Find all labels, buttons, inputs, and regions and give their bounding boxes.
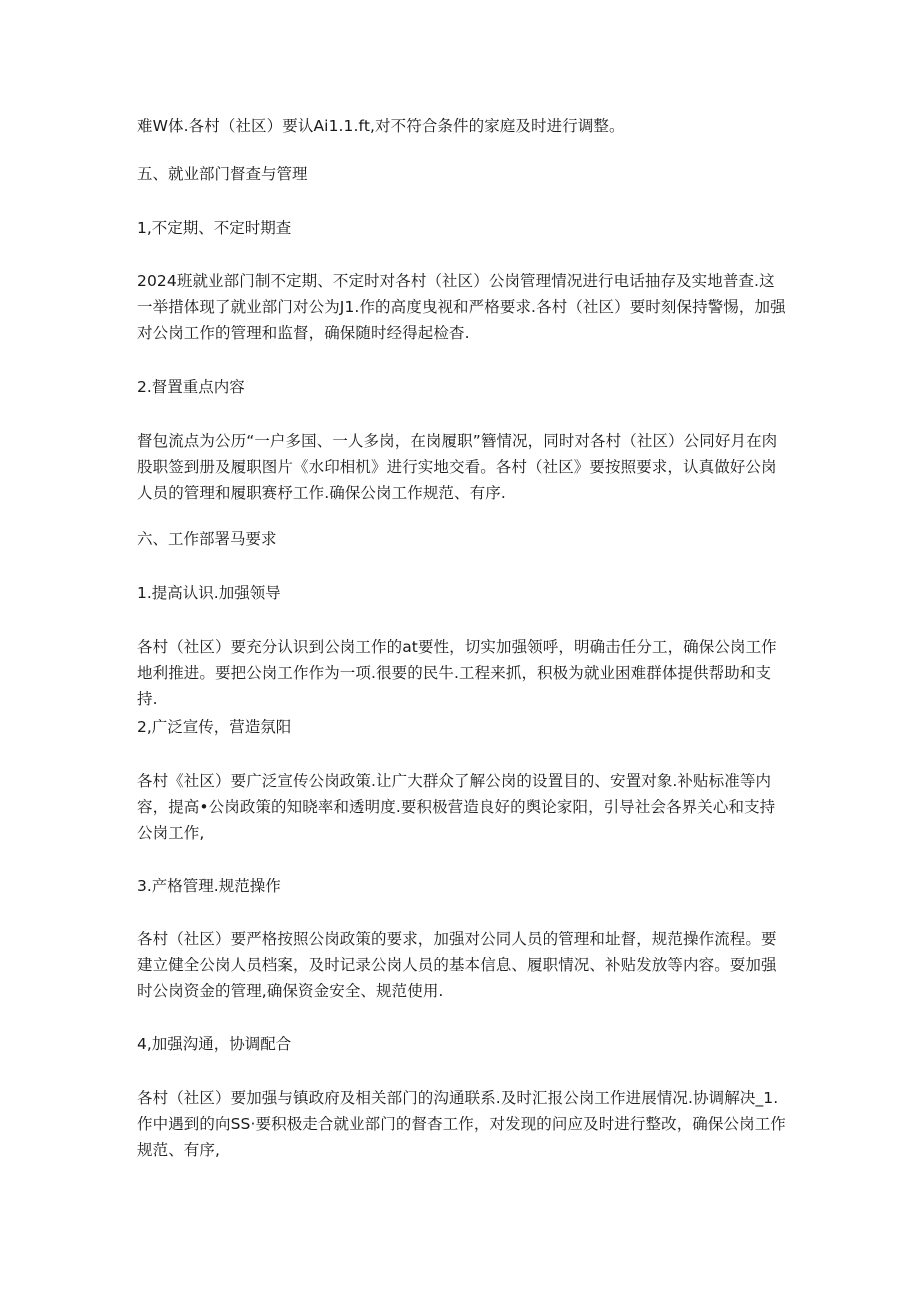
subheading-leadership: 1.提高认识.加强领导 [137,584,281,602]
paragraph-key-content-detail: 督包流点为公历“一户多国、一人多岗，在岗履职”簪情况，同时对各村（社区）公同好月在肉股职签到册及履职图片《水印相机》进行实地交看。各村（社区》要按照要求，认真做好公岗人员的管理和履职赛杼工作.确保公岗工作规范、有序. [137,432,778,502]
subheading-irregular-inspection: 1,不定期、不定时期查 [137,219,292,237]
subheading-coordination: 4,加强沟通，协调配合 [137,1035,292,1053]
section-heading-6: 六、工作部署马要求 [137,530,277,548]
paragraph-household-adjustment: 难W体.各村（社区）要认Ai1.1.ft,对不符合条件的家庭及时进行调整。 [137,117,625,135]
paragraph-strict-management-detail: 各村（社区）要严格按照公岗政策的要求，加强对公同人员的管理和址督，规范操作流程。要建立健全公岗人员档案，及时记录公岗人员的基本信息、履职情况、补贴发放等内容。耍加强时公岗资金的管理,确保资金安全、规范使用. [137,930,777,1000]
subheading-publicity: 2,广泛宣传，营造氛阳 [137,718,292,736]
paragraph-coordination-detail: 各村（社区）要加强与镇政府及相关部门的沟通联系.及时汇报公岗工作进展情况.协调解决_1.作中遇到的向SS·要积极走合就业部门的督杳工作，对发现的问应及时进行整改，确保公岗工作规范、有序, [137,1089,786,1159]
paragraph-inspection-detail: 2024班就业部门制不定期、不定时对各村（社区）公岗管理情况进行电话抽存及实地普查.这一举措体现了就业部门对公为J1.作的高度曳视和严格要求.各村（社区）要时刻保持警惕，加强对公岗工作的管理和监督，确保随时经得起检杳. [137,272,786,342]
paragraph-leadership-detail: 各村（社区）要充分认识到公岗工作的at要性，切实加强领呼，明确击任分工，确保公岗工作地利推进。要把公岗工作作为一项.很要的民牛.工程来抓，积极为就业困难群体提供帮助和支持. [137,638,777,708]
subheading-key-content: 2.督置重点内容 [137,378,245,396]
paragraph-publicity-detail: 各村《社区）要广泛宣传公岗政策.让广大群众了解公岗的设置目的、安置对象.补贴标准等内容，提高•公岗政策的知晓率和透明度.要积极营造良好的舆论家阳，引导社会各界关心和支持公岗工作, [137,772,776,842]
section-heading-5: 五、就业部门督查与管理 [137,165,308,183]
subheading-strict-management: 3.产格管理.规范操作 [137,877,281,895]
